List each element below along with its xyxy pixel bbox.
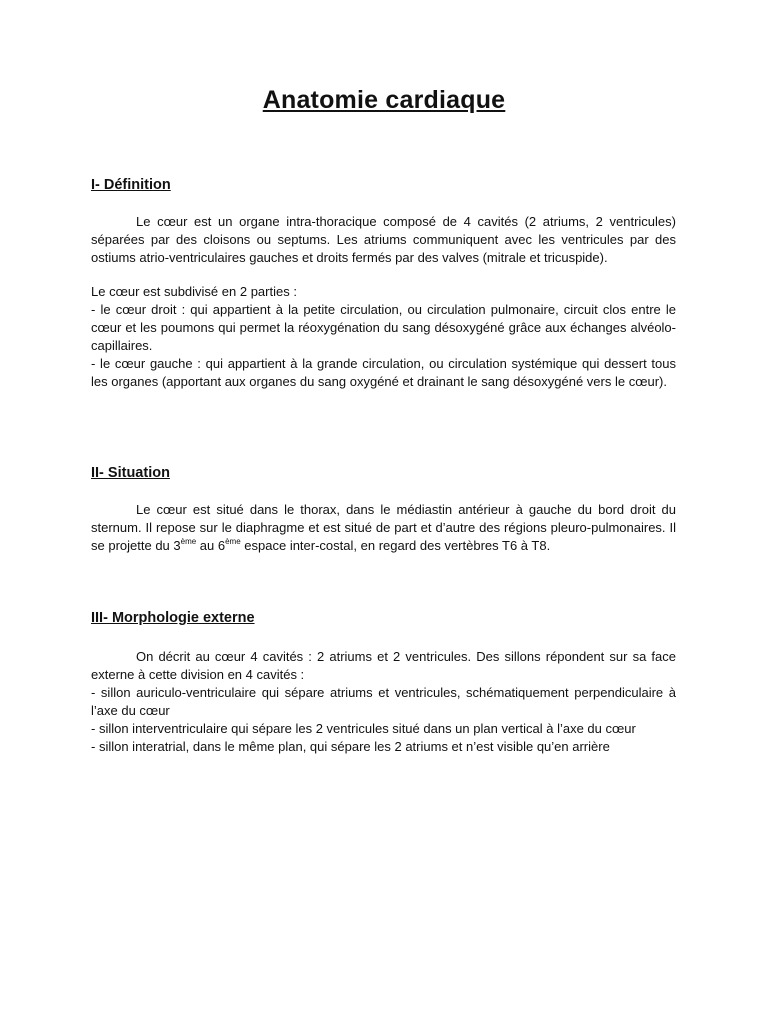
superscript: ème	[180, 537, 197, 546]
paragraph: On décrit au cœur 4 cavités : 2 atriums et 2 ventricules. Des sillons répondent sur sa face externe à cette division en 4 cavités :	[91, 649, 676, 682]
section-heading-morphologie: III- Morphologie externe	[91, 610, 255, 626]
paragraph-text: espace inter-costal, en regard des vertèbres T6 à T8.	[240, 538, 551, 553]
superscript: ème	[225, 537, 241, 546]
paragraph: Le cœur est un organe intra-thoracique composé de 4 cavités (2 atriums, 2 ventricules) séparées par des cloisons ou septums. Les atriums communiquent avec les ventricules par des ostiums atrio-ventriculaires gauches et droits fermés par des valves (mitrale et tricuspide).	[91, 214, 676, 265]
list-item: - le cœur droit : qui appartient à la petite circulation, ou circulation pulmonaire, circuit clos entre le cœur et les poumons qui permet la réoxygénation du sang désoxygéné grâce aux échanges alvéolo-capillaires.	[91, 302, 676, 353]
page-title: Anatomie cardiaque	[262, 86, 506, 114]
paragraph: Le cœur est subdivisé en 2 parties :	[91, 284, 297, 299]
paragraph-text: Le cœur est situé dans le thorax, dans le médiastin antérieur à gauche du bord droit du sternum. Il repose sur le diaphragme et est situé de part et d’autre des régions pleuro-pulmonaires. Il se projette du 3	[91, 502, 676, 553]
list-item: - sillon auriculo-ventriculaire qui sépare atriums et ventricules, schématiquement perpendiculaire à l’axe du cœur	[91, 685, 676, 718]
section-heading-situation: II- Situation	[91, 465, 170, 481]
section-heading-definition: I- Définition	[91, 177, 171, 193]
list-item: - sillon interventriculaire qui sépare les 2 ventricules situé dans un plan vertical à l’axe du cœur	[91, 721, 636, 736]
section-definition-body	[91, 213, 676, 391]
list-item: - sillon interatrial, dans le même plan, qui sépare les 2 atriums et n’est visible qu’en arrière	[91, 739, 610, 754]
paragraph	[91, 501, 676, 555]
section-morphologie-body	[91, 648, 676, 756]
paragraph-text: au 6	[196, 538, 226, 553]
section-situation-body	[91, 501, 676, 555]
list-item: - le cœur gauche : qui appartient à la grande circulation, ou circulation systémique qui dessert tous les organes (apportant aux organes du sang oxygéné et drainant le sang désoxygéné vers le cœur).	[91, 356, 676, 389]
